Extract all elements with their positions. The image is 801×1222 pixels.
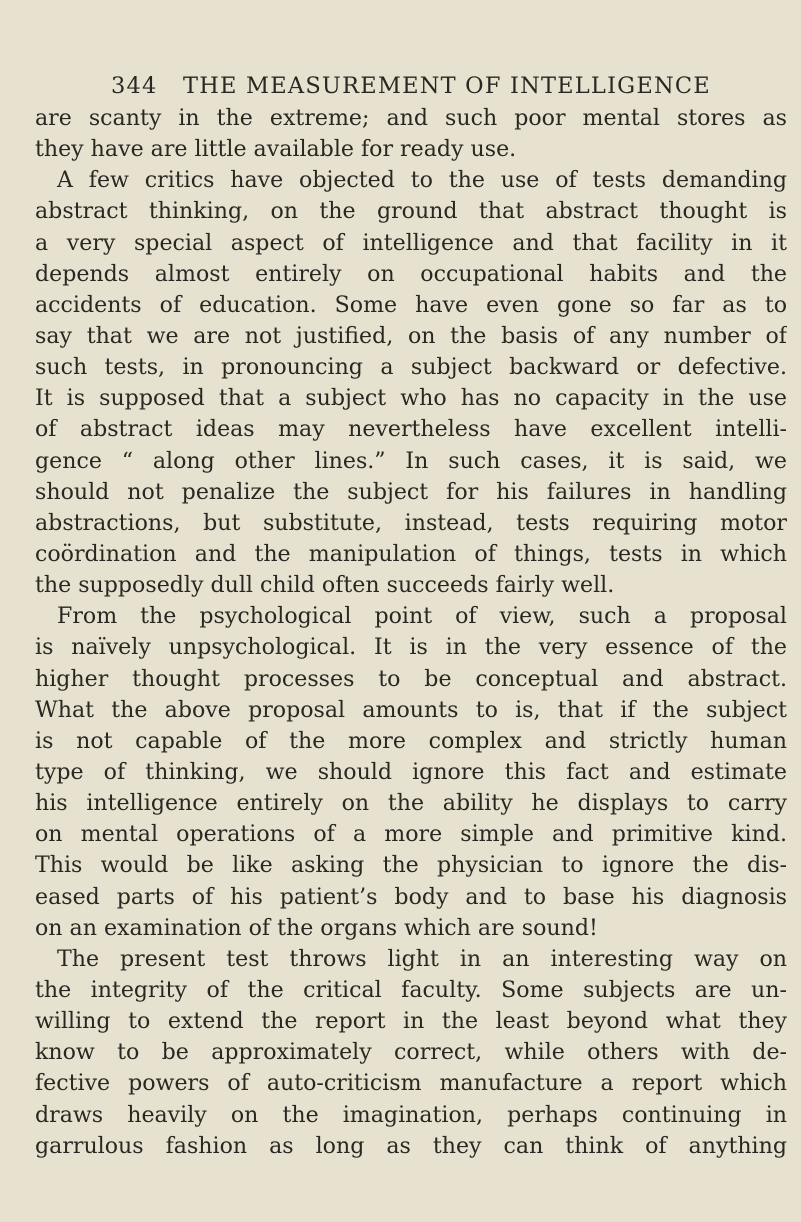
text-line: on mental operations of a more simple and primitive kind. (35, 821, 787, 848)
text-line: is naïvely unpsychological. It is in the very essence of the (35, 634, 787, 661)
paragraph-first-line: A few critics have objected to the use of tests demanding (57, 167, 787, 194)
text-line: higher thought processes to be conceptual and abstract. (35, 665, 787, 692)
text-line: is not capable of the more complex and strictly human (35, 727, 787, 754)
text-line: the integrity of the critical faculty. Some subjects are un- (35, 976, 787, 1003)
text-line: know to be approximately correct, while others with de- (35, 1039, 787, 1066)
page-number: 344 (111, 73, 158, 99)
text-line: a very special aspect of intelligence and that facility in it (35, 229, 787, 256)
text-line: abstractions, but substitute, instead, tests requiring motor (35, 509, 787, 536)
text-line: his intelligence entirely on the ability he displays to carry (35, 790, 787, 817)
paragraph-first-line: The present test throws light in an interesting way on (57, 945, 787, 972)
paragraph-first-line: From the psychological point of view, such a proposal (57, 603, 787, 630)
text-line: accidents of education. Some have even gone so far as to (35, 291, 787, 318)
body-text (35, 103, 787, 1162)
text-line: draws heavily on the imagination, perhaps continuing in (35, 1101, 787, 1128)
text-line: say that we are not justified, on the basis of any number of (35, 322, 787, 349)
text-line: gence “ along other lines.” In such cases, it is said, we (35, 447, 787, 474)
text-line: willing to extend the report in the least beyond what they (35, 1008, 787, 1035)
text-line: It is supposed that a subject who has no capacity in the use (35, 385, 787, 412)
text-line: This would be like asking the physician to ignore the dis- (35, 852, 787, 879)
text-line: of abstract ideas may nevertheless have excellent intelli- (35, 416, 787, 443)
text-line: should not penalize the subject for his failures in handling (35, 478, 787, 505)
text-line: abstract thinking, on the ground that abstract thought is (35, 198, 787, 225)
text-line: What the above proposal amounts to is, that if the subject (35, 696, 787, 723)
text-line: are scanty in the extreme; and such poor mental stores as (35, 105, 787, 131)
text-line: such tests, in pronouncing a subject backward or defective. (35, 354, 787, 381)
text-line: fective powers of auto-criticism manufacture a report which (35, 1070, 787, 1097)
text-line: on an examination of the organs which are sound! (35, 914, 598, 941)
text-line: depends almost entirely on occupational habits and the (35, 260, 787, 287)
text-line: type of thinking, we should ignore this fact and estimate (35, 758, 787, 785)
text-line: coördination and the manipulation of things, tests in which (35, 540, 787, 567)
running-title: THE MEASUREMENT OF INTELLIGENCE (183, 73, 711, 99)
running-header (111, 66, 711, 106)
text-line: they have are little available for ready use. (35, 136, 517, 163)
text-line: the supposedly dull child often succeeds fairly well. (35, 572, 615, 599)
text-line: eased parts of his patient’s body and to base his diagnosis (35, 883, 787, 910)
text-line: garrulous fashion as long as they can think of anything (35, 1132, 787, 1159)
